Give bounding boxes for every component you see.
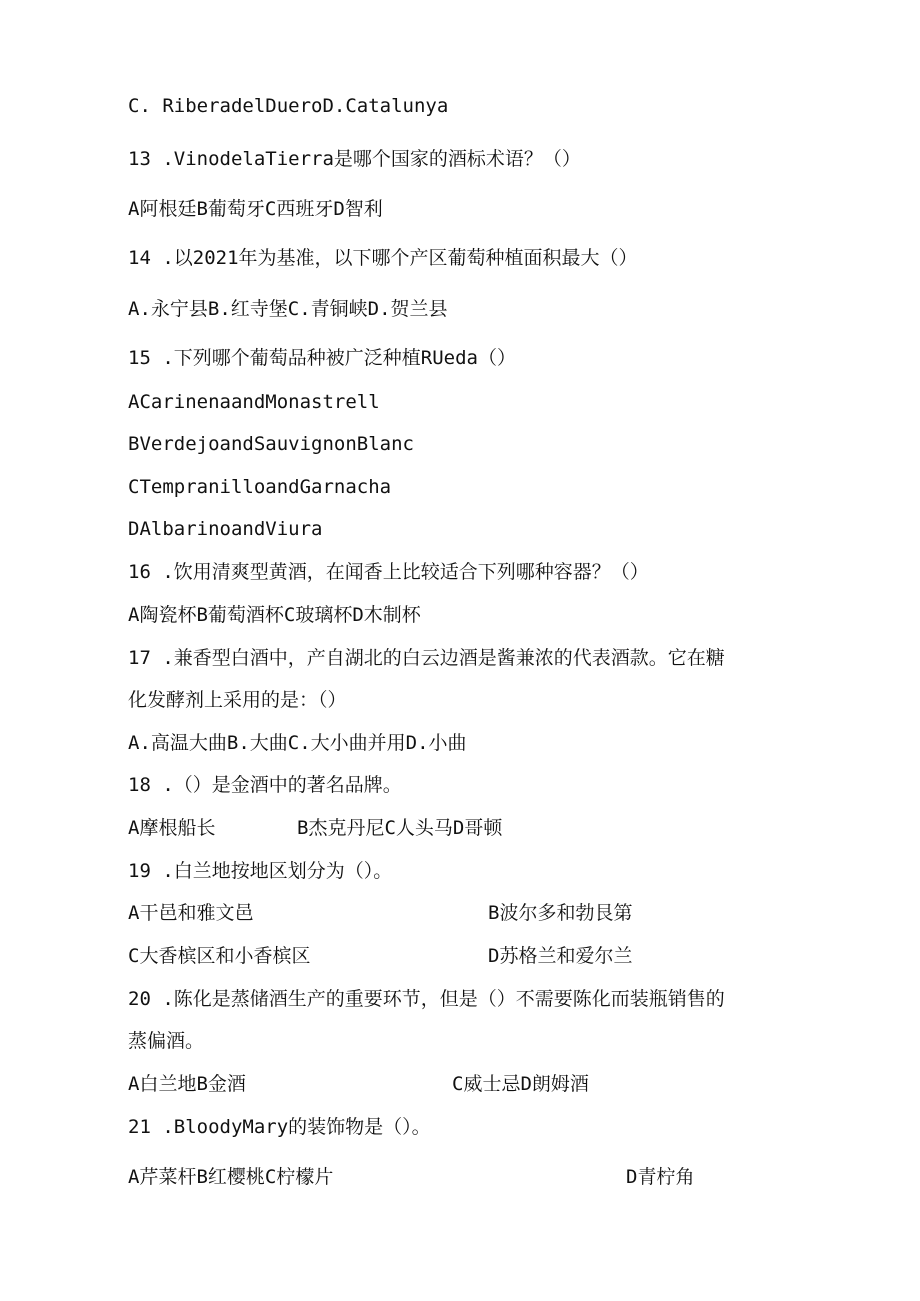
option-q15-a: ACarinenaandMonastrell [128,391,380,413]
options-q20-ab: A白兰地B金酒 [128,1073,246,1095]
question-20-line2: 蒸偏酒。 [128,1030,205,1052]
option-q15-b: BVerdejoandSauvignonBlanc [128,433,414,455]
question-21: 21 .BloodyMary的装饰物是（）。 [128,1116,431,1138]
question-13: 13 .VinodelaTierra是哪个国家的酒标术语？（） [128,148,581,170]
option-q21-d: D青柠角 [626,1166,695,1188]
option-line-q12: C. RiberadelDueroD.Catalunya [128,95,449,117]
question-14: 14 .以2021年为基准，以下哪个产区葡萄种植面积最大（） [128,247,638,269]
option-q18-a: A摩根船长 [128,817,216,839]
options-q18-bcd: B杰克丹尼C人头马D哥顿 [297,817,503,839]
question-17-line2: 化发酵剂上采用的是：（） [128,689,347,711]
question-20-line1: 20 .陈化是蒸储酒生产的重要环节，但是（）不需要陈化而装瓶销售的 [128,988,725,1010]
question-19: 19 .白兰地按地区划分为（）。 [128,860,393,882]
option-q19-d: D苏格兰和爱尔兰 [488,945,633,967]
question-18: 18 .（）是金酒中的著名品牌。 [128,774,402,796]
options-q14: A.永宁县B.红寺堡C.青铜峡D.贺兰县 [128,298,448,320]
question-15: 15 .下列哪个葡萄品种被广泛种植RUeda（） [128,347,516,369]
options-q17: A.高温大曲B.大曲C.大小曲并用D.小曲 [128,732,467,754]
option-q19-b: B波尔多和勃艮第 [488,902,633,924]
question-17-line1: 17 .兼香型白酒中，产自湖北的白云边酒是酱兼浓的代表酒款。它在糖 [128,647,725,669]
options-q21-abc: A芹菜杆B红樱桃C柠檬片 [128,1166,334,1188]
question-16: 16 .饮用清爽型黄酒，在闻香上比较适合下列哪种容器？（） [128,561,649,583]
option-q15-d: DAlbarinoandViura [128,518,323,540]
options-q13: A阿根廷B葡萄牙C西班牙D智利 [128,198,383,220]
option-q15-c: CTempranilloandGarnacha [128,476,392,498]
option-q19-c: C大香槟区和小香槟区 [128,945,311,967]
options-q16: A陶瓷杯B葡萄酒杯C玻璃杯D木制杯 [128,604,421,626]
options-q20-cd: C威士忌D朗姆酒 [452,1073,589,1095]
option-q19-a: A干邑和雅文邑 [128,902,254,924]
